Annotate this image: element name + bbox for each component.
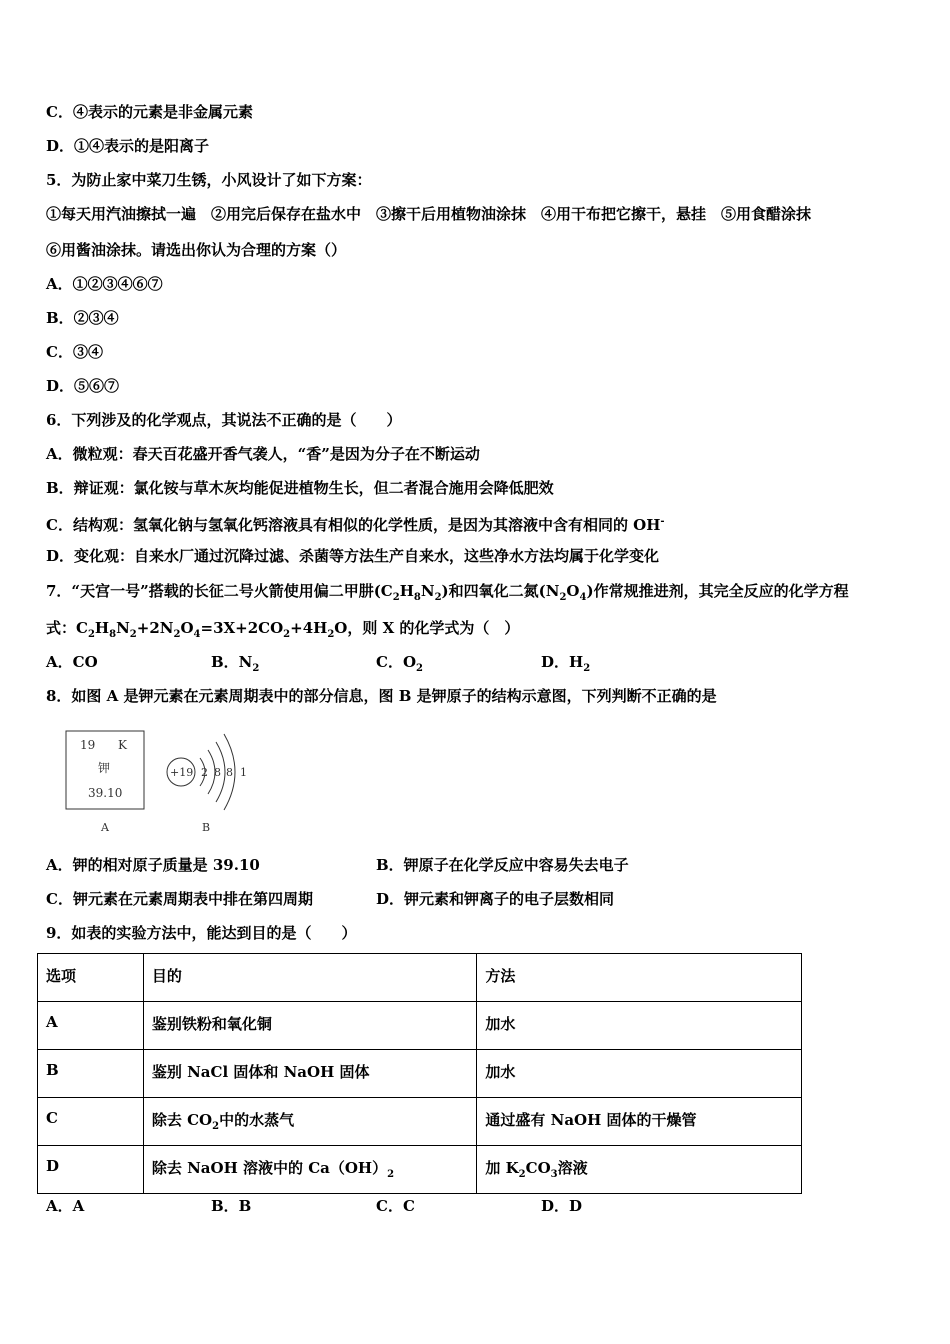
table-row [38, 1098, 802, 1146]
q5-option-c: C．③④ [46, 343, 103, 361]
q6-option-b: B．辩证观：氯化铵与草木灰均能促进植物生长，但二者混合施用会降低肥效 [46, 479, 554, 497]
element-number: 19 [80, 738, 96, 752]
element-mass: 39.10 [88, 786, 123, 800]
q8-option-b: B．钾原子在化学反应中容易失去电子 [376, 856, 629, 874]
q4-option-c: C．④表示的元素是非金属元素 [46, 103, 253, 121]
q8-option-d: D．钾元素和钾离子的电子层数相同 [376, 890, 615, 908]
q9-option-a: A．A [46, 1197, 85, 1215]
cell-option: C [38, 1098, 144, 1146]
q8-stem: 8．如图 A 是钾元素在元素周期表中的部分信息，图 B 是钾原子的结构示意图，下列判断不正确的是 [46, 687, 717, 705]
cell-option: B [38, 1050, 144, 1098]
table-row [38, 1050, 802, 1098]
element-symbol: K [118, 738, 127, 752]
q7-stem: 7．“天宫一号”搭载的长征二号火箭使用偏二甲肼$(C_2H_8N_2)$和四氧化二氮$(N_2O_4)$作常规推进剂，其完全反应的化学方程 [46, 582, 849, 603]
q9-option-d: D．D [541, 1197, 583, 1215]
cell-method: 通过盛有 NaOH 固体的干燥管 [477, 1098, 802, 1146]
nucleus-charge: +19 [170, 766, 194, 779]
cell-option: D [38, 1146, 144, 1194]
figure-label-a: A [101, 821, 109, 834]
cell-purpose: 除去 NaOH 溶液中的 $Ca(OH)_2$ [143, 1146, 477, 1194]
cell-method: 加水 [477, 1002, 802, 1050]
q7-option-c: C．$O_2$ [376, 653, 423, 674]
q8-option-c: C．钾元素在元素周期表中排在第四周期 [46, 890, 313, 908]
q9-option-b: B．B [211, 1197, 252, 1215]
q8-option-a: A．钾的相对原子质量是 39.10 [46, 856, 260, 874]
header-method: 方法 [477, 954, 802, 1002]
cell-purpose: 鉴别铁粉和氧化铜 [143, 1002, 477, 1050]
cell-purpose: 除去 $CO_2$中的水蒸气 [143, 1098, 477, 1146]
header-purpose: 目的 [143, 954, 477, 1002]
q9-option-c: C．C [376, 1197, 415, 1215]
q4-option-d: D．①④表示的是阳离子 [46, 137, 210, 155]
q6-option-d: D．变化观：自来水厂通过沉降过滤、杀菌等方法生产自来水，这些净水方法均属于化学变化 [46, 547, 660, 565]
q5-methods-cont: ⑥用酱油涂抹。请选出你认为合理的方案（） [46, 241, 347, 259]
header-option: 选项 [38, 954, 144, 1002]
shell-electrons-2: 8 [214, 766, 221, 779]
potassium-figure [60, 725, 260, 840]
q7-equation: 式：$C_2H_8N_2+2N_2O_4=3X+2CO_2+4H_2O$，则 X 的化学式为（ ） [46, 619, 520, 640]
cell-option: A [38, 1002, 144, 1050]
q5-methods: ①每天用汽油擦拭一遍 ②用完后保存在盐水中 ③擦干后用植物油涂抹 ④用干布把它擦干，悬挂 ⑤用食醋涂抹 [46, 205, 812, 223]
q7-option-a: A．CO [46, 653, 98, 671]
q6-option-a: A．微粒观：春天百花盛开香气袭人，“香”是因为分子在不断运动 [46, 445, 480, 463]
cell-method: 加水 [477, 1050, 802, 1098]
q9-stem: 9．如表的实验方法中，能达到目的是（ ） [46, 924, 357, 942]
table-row [38, 1002, 802, 1050]
cell-purpose: 鉴别 NaCl 固体和 NaOH 固体 [143, 1050, 477, 1098]
figure-label-b: B [202, 821, 211, 834]
element-name: 钾 [98, 761, 111, 775]
shell-electrons-3: 8 [226, 766, 233, 779]
q7-option-b: B．$N_2$ [211, 653, 260, 674]
q5-option-a: A．①②③④⑥⑦ [46, 275, 163, 293]
shell-electrons-4: 1 [240, 766, 247, 779]
q6-stem: 6．下列涉及的化学观点，其说法不正确的是（ ） [46, 411, 402, 429]
table-header-row [38, 954, 802, 1002]
q9-experiment-table [37, 953, 802, 1194]
q6-option-c: C．结构观：氢氧化钠与氢氧化钙溶液具有相似的化学性质，是因为其溶液中含有相同的 OH- [46, 516, 665, 534]
shell-electrons-1: 2 [201, 766, 208, 779]
q5-option-b: B．②③④ [46, 309, 119, 327]
q7-option-d: D．$H_2$ [541, 653, 591, 674]
q5-option-d: D．⑤⑥⑦ [46, 377, 120, 395]
table-row [38, 1146, 802, 1194]
q5-stem: 5．为防止家中菜刀生锈，小风设计了如下方案： [46, 171, 372, 189]
cell-method: 加 $K_2CO_3$溶液 [477, 1146, 802, 1194]
